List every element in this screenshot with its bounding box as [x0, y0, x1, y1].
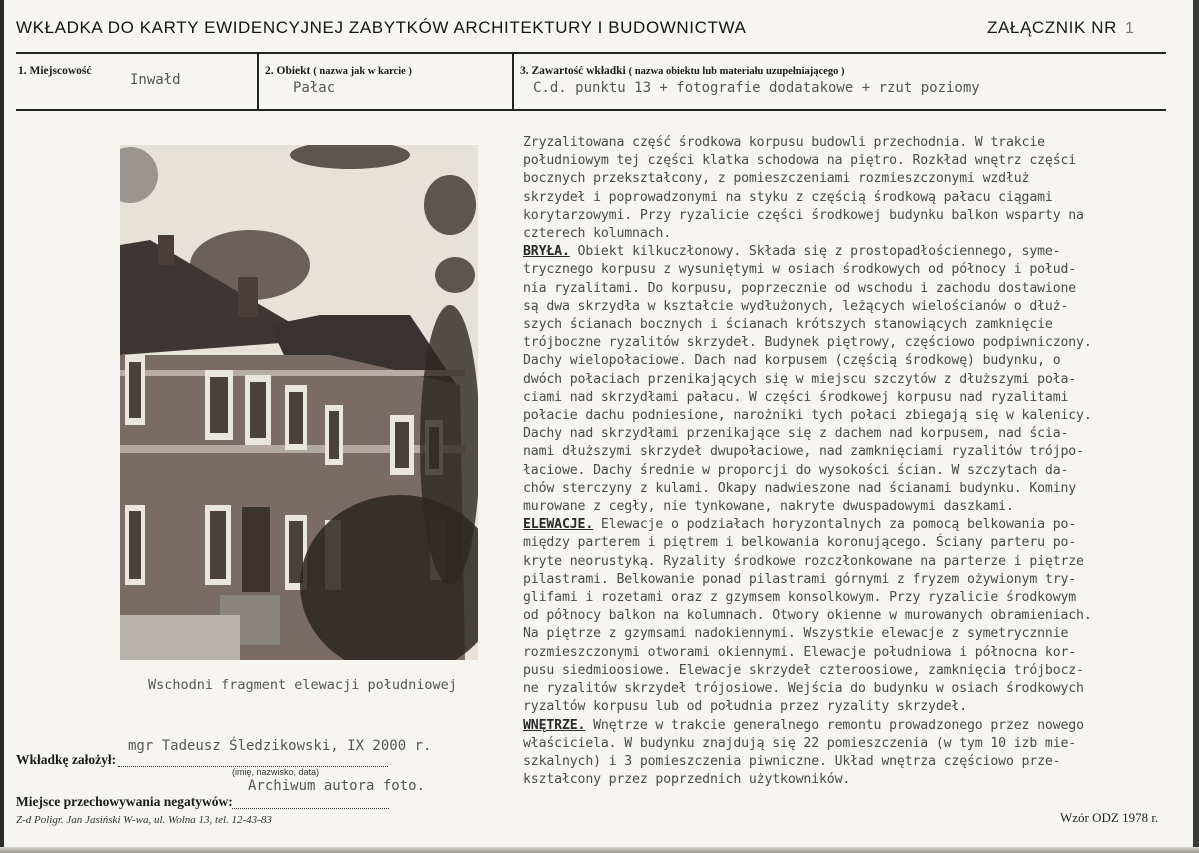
locality-label: 1. Miejscowość [18, 65, 92, 77]
description-line: kształcony przez poprzednich użytkowników. [523, 772, 851, 788]
description-line: szkalnych) i 3 pomieszczenia piwniczne. Układ wnętrza częściowo prze- [523, 753, 1061, 769]
page-edge [1193, 0, 1199, 853]
header-rule-top [16, 52, 1166, 54]
author-label: Wkładkę założył: [16, 752, 117, 767]
description-line: trójboczne ryzalitów skrzydeł. Budynek piętrowy, częściowo podpiwniczony. [523, 335, 1092, 351]
description-line: nia ryzalitami. Do korpusu, poprzecznie od wschodu i zachodu dostawione [523, 280, 1077, 296]
description-line: nami dłuższymi skrzydeł dwupołaciowe, nad zamknięciami ryzalitów trójpo- [523, 444, 1084, 460]
page-edge [0, 847, 1199, 853]
negatives-dotted-line [232, 794, 389, 809]
page-edge [0, 0, 4, 853]
description-line: WNĘTRZE. Wnętrze w trakcie generalnego remontu prowadzonego przez nowego [523, 717, 1084, 733]
locality-value: Inwałd [130, 72, 181, 88]
description-line: rozmieszczonymi otworami okiennymi. Elewacje południowa i północna kor- [523, 644, 1077, 660]
description-line: trycznego korpusu z wysuniętymi w osiach środkowych od północy i połud- [523, 262, 1077, 278]
description-line: szych ścianach bocznych i ścianach krótszych stanowiących zamknięcie [523, 317, 1053, 333]
description-text [523, 134, 1163, 789]
building-photo [120, 145, 478, 660]
negatives-label: Miejsce przechowywania negatywów: [16, 794, 233, 809]
description-line: Na piętrze z gzymsami nadokiennymi. Wszystkie elewacje z symetrycznnie [523, 626, 1069, 642]
section-heading: ELEWACJE. [523, 517, 594, 533]
object-label: 2. Obiekt ( nazwa jak w karcie ) [265, 65, 412, 77]
printer-imprint: Z-d Poligr. Jan Jasiński W-wa, ul. Wolna 13, tel. 12-43-83 [16, 814, 272, 826]
description-line: glifami i rozetami oraz z gzymsem konsolkowym. Przy ryzalicie środkowym [523, 590, 1077, 606]
description-line: dwóch połaciach przenikających się w miejscu szczytów z dłuższymi poła- [523, 371, 1077, 387]
field-divider [512, 52, 514, 111]
header-rule-bottom [16, 109, 1166, 111]
description-line: kryte neorustyką. Ryzality środkowe rozczłonkowane na parterze i piętrze [523, 553, 1084, 569]
form-title: WKŁADKA DO KARTY EWIDENCYJNEJ ZABYTKÓW ARCHITEKTURY I BUDOWNICTWA [16, 18, 747, 37]
description-line: pilastrami. Belkowanie ponad pilastrami górnymi z fryzem ożywionym try- [523, 571, 1077, 587]
description-line: BRYŁA. Obiekt kilkuczłonowy. Składa się z prostopadłościennego, syme- [523, 244, 1061, 260]
description-line: czterech kolumnach. [523, 226, 672, 242]
description-line: chów sterczyny z kulami. Okapy nadwieszone nad ścianami budynku. Kominy [523, 480, 1077, 496]
description-line: Dachy wielopołaciowe. Dach nad korpusem (częścią środkowę) budynku, o [523, 353, 1061, 369]
description-line: południowym tej części klatka schodowa na piętro. Rozkład wnętrz części [523, 153, 1077, 169]
description-line: ciami nad skrzydłami pałacu. W części środkowej korpusu nad ryzalitami [523, 389, 1069, 405]
section-heading: WNĘTRZE. [523, 717, 586, 733]
description-line: od północy balkon na kolumnach. Otwory okienne w murowanych obramieniach. [523, 608, 1092, 624]
description-line: między parterem i piętrem i belkowania koronującego. Ściany parteru po- [523, 535, 1077, 551]
annex-label: ZAŁĄCZNIK NR [987, 18, 1117, 37]
section-heading: BRYŁA. [523, 244, 570, 260]
description-line: są dwa skrzydła w kształcie wydłużonych, leżących wielościanów o dłuż- [523, 298, 1069, 314]
description-line: ELEWACJE. Elewacje o podziałach horyzontalnych za pomocą belkowania po- [523, 517, 1077, 533]
author-dotted-line [118, 752, 388, 767]
form-pattern: Wzór ODZ 1978 r. [1060, 810, 1159, 825]
description-line: właściciela. W budynku znajdują się 22 pomieszczenia (w tym 10 izb mie- [523, 735, 1077, 751]
author-hint: (imię, nazwisko, data) [232, 767, 320, 777]
annex-number: 1 [1125, 20, 1134, 37]
description-line: łaciowe. Dachy średnie w proporcji do wysokości ścian. W szczytach da- [523, 462, 1069, 478]
description-line: ryzaltów korpusu lub od południa przez ryzality skrzydeł. [523, 699, 968, 715]
description-line: skrzydeł i poprowadzonymi na styku z częścią środkową pałacu ciągami [523, 189, 1053, 205]
negatives-value: Archiwum autora foto. [248, 778, 426, 794]
description-line: Zryzalitowana część środkowa korpusu budowli przechodnia. W trakcie [523, 135, 1045, 150]
description-line: ne ryzalitów skrzydeł trójosiowe. Wejścia do budynku w osiach środkowych [523, 681, 1084, 697]
description-line: korytarzowymi. Przy ryzalicie części środkowej budynku balkon wsparty na [523, 207, 1084, 223]
description-line: pusu siedmioosiowe. Elewacje skrzydeł czteroosiowe, zamknięcia trójbocz- [523, 662, 1084, 678]
description-line: połacie dachu podniesione, narożniki tych połaci zbiegają się w kalenicy. [523, 408, 1092, 424]
contents-label: 3. Zawartość wkładki ( nazwa obiektu lub materiału uzupełniającego ) [520, 65, 845, 77]
contents-value: C.d. punktu 13 + fotografie dodatakowe + rzut poziomy [533, 80, 980, 96]
description-line: bocznych przekształcony, z pomieszczeniami rozmieszczonymi wzdłuż [523, 171, 1030, 187]
description-line: murowane z cegły, nie tynkowane, nakryte dwuspadowymi daszkami. [523, 499, 1014, 515]
description-line: Dachy nad skrzydłami przenikające się z dachem nad korpusem, nad ścia- [523, 426, 1069, 442]
author-value: mgr Tadeusz Śledzikowski, IX 2000 r. [128, 738, 432, 754]
object-value: Pałac [293, 80, 336, 96]
photo-caption: Wschodni fragment elewacji południowej [148, 677, 457, 693]
field-divider [257, 52, 259, 111]
